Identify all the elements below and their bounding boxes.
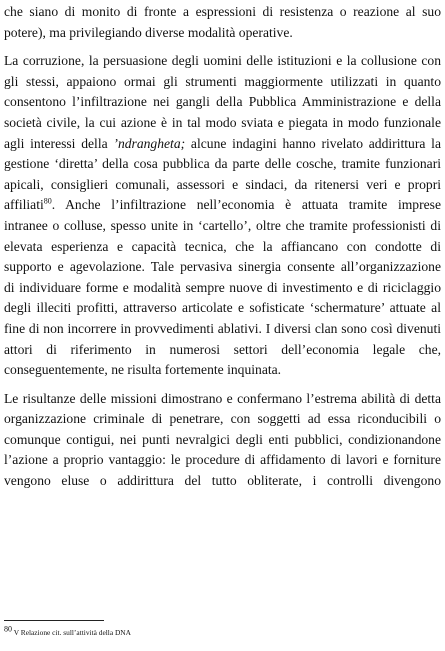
text-line: degli illeciti profitti, attraverso articolate e sofisticate ‘schermature’ attuate al [4,300,441,316]
text-line: fine di non incorrere in provvedimenti ablativi. I diversi clan sono così divenuti [4,320,441,336]
text-line: di individuare forme e modalità sempre nuove di investimento e di riciclaggio [4,279,441,295]
text-line: La corruzione, la persuasione degli uomini delle istituzioni e la collusione con [4,53,441,69]
footnote-reference[interactable]: 80 [43,196,52,206]
paragraph-1 [4,2,441,43]
text-segment: alcune indagini hanno rivelato addirittura la [185,135,441,151]
text-line: comunque contigui, nei punti nevralgici degli enti pubblici, condizionandone [4,431,441,447]
text-line: supporto e agevolazione. Tale pervasiva sinergia consente all’organizzazione [4,259,441,275]
text-line: società civile, la cui azione è in tal modo sviata e piegata in modo funzionale [4,114,441,130]
text-segment: . Anche l’infiltrazione nell’economia è attuata tramite imprese [51,197,441,213]
text-line: attori di riferimento in numerosi settori dell’economia legale che, [4,341,441,357]
text-line: l’azione a proprio vantaggio: le procedure di affidamento di lavori e forniture [4,452,441,468]
text-segment: agli interessi della [4,135,114,151]
text-line: consentono l’infiltrazione nei gangli della Pubblica Amministrazione e della [4,94,441,110]
text-segment: affiliati [4,197,44,213]
text-line: potere), ma privilegiando diverse modalità operative. [4,24,293,40]
text-line: gestione ‘diretta’ della cosa pubblica da parte delle cosche, tramite funzionari [4,156,441,172]
text-line [4,195,441,216]
text-line: conseguentemente, ne risulta fortemente inquinata. [4,362,282,378]
text-line: organizzazione criminale di penetrare, con soggetti ad essa riconducibili o [4,411,441,427]
italic-term: ’ndrangheta; [113,135,186,151]
footnote [4,624,131,637]
text-line: vengono eluse o addirittura del tutto obliterate, i controlli divengono [4,473,441,489]
text-line [4,134,441,155]
body-text [4,2,441,492]
text-line: che siano di monito di fronte a espressioni di resistenza o reazione al suo [4,4,441,19]
text-line: Le risultanze delle missioni dimostrano e confermano l’estrema abilità di detta [4,390,441,406]
text-line: gli stessi, appaiono ormai gli strumenti maggiormente utilizzati in quanto [4,73,441,89]
footnote-text: V Relazione cit. sull’attività della DNA [12,628,131,637]
text-line: apicali, consiglieri comunali, assessori e sindaci, da ritenersi veri e propri [4,176,441,192]
text-line: intranee o colluse, spesso unite in ‘cartello’, oltre che tramite professionisti di [4,217,441,233]
paragraph-2 [4,51,441,381]
paragraph-3 [4,389,441,492]
text-line: elevata esperienza e capacità tecnica, che la affiancano con condotte di [4,238,441,254]
footnote-number: 80 [4,624,12,634]
footnote-divider [4,620,104,621]
